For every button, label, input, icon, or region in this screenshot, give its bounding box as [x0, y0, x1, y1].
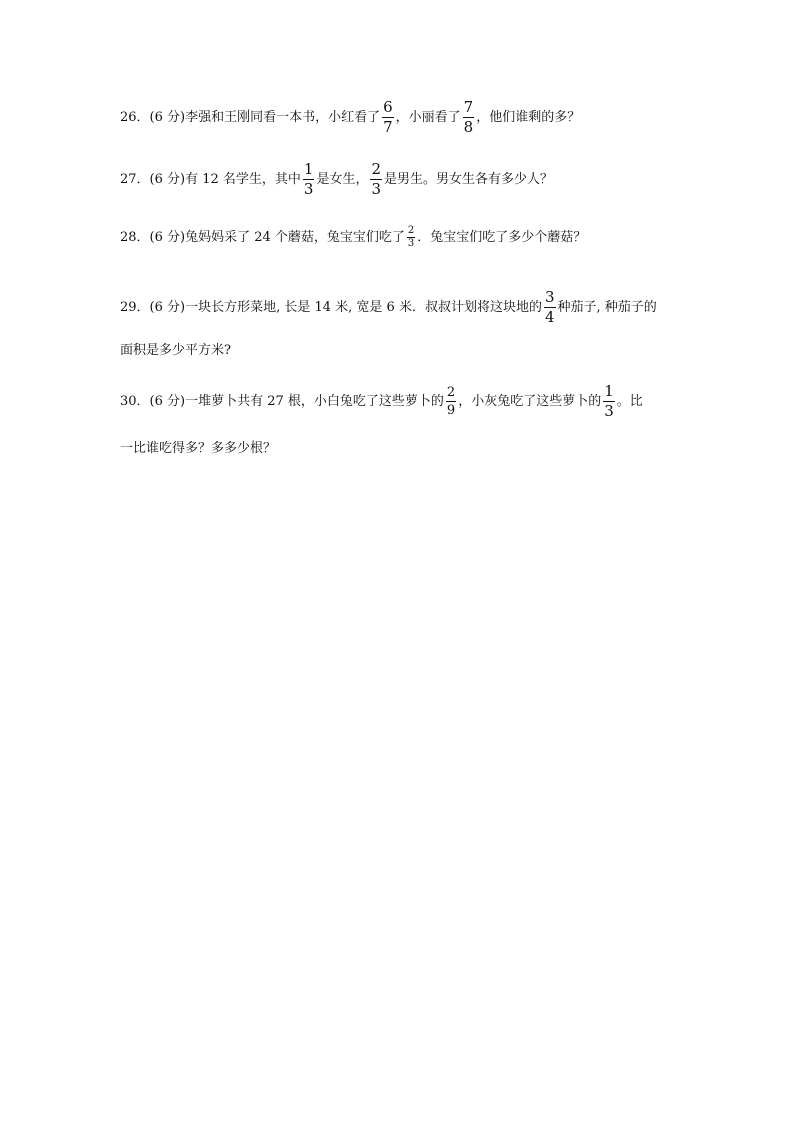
- q27-text-2: 是女生，: [316, 172, 369, 187]
- q28-fraction-1-numerator: 2: [407, 225, 415, 236]
- q26-text-1: 26．(6 分)李强和王刚同看一本书，小红看了: [120, 110, 381, 125]
- q30-text-line-2: 一比谁吃得多？多多少根？: [120, 441, 277, 456]
- q29-fraction-1-numerator: 3: [544, 288, 555, 306]
- q28-fraction-1-denominator: 3: [407, 238, 415, 249]
- q26-fraction-1-numerator: 6: [383, 98, 393, 116]
- q26-fraction-2-denominator: 8: [463, 118, 474, 136]
- q29-text-line-2: 面积是多少平方米?: [120, 343, 231, 358]
- q26-fraction-2: [463, 100, 475, 135]
- q26-fraction-1-denominator: 7: [383, 118, 393, 136]
- question-28: [120, 226, 586, 249]
- question-29: [120, 290, 657, 325]
- q26-text-3: ，他们谁剩的多？: [476, 110, 581, 125]
- q30-text-3: 。比: [616, 394, 643, 409]
- q29-fraction-1-denominator: 4: [544, 308, 555, 326]
- q30-fraction-1: [446, 386, 456, 417]
- q30-fraction-1-numerator: 2: [446, 385, 456, 400]
- q28-text-2: ．兔宝宝们吃了多少个蘑菇？: [417, 230, 587, 245]
- question-30-line-2: [120, 442, 276, 455]
- q29-text-2: 种茄子, 种茄子的: [557, 300, 657, 315]
- question-27: [120, 162, 553, 197]
- q28-text-1: 28．(6 分)兔妈妈采了 24 个蘑菇，兔宝宝们吃了: [120, 230, 405, 245]
- q27-fraction-1-numerator: 1: [303, 160, 314, 178]
- q26-fraction-2-numerator: 7: [463, 98, 474, 116]
- q27-fraction-2: [370, 162, 382, 197]
- q27-fraction-1-denominator: 3: [303, 180, 314, 198]
- question-26: [120, 100, 580, 135]
- q30-text-1: 30．(6 分)一堆萝卜共有 27 根，小白兔吃了这些萝卜的: [120, 394, 444, 409]
- q27-text-3: 是男生。男女生各有多少人？: [384, 172, 554, 187]
- question-30: [120, 384, 643, 419]
- q26-fraction-1: [382, 100, 394, 135]
- question-29-line-2: [120, 344, 231, 357]
- q27-fraction-2-numerator: 2: [371, 160, 382, 178]
- q28-fraction-1: [407, 226, 415, 249]
- q26-text-2: ，小丽看了: [395, 110, 461, 125]
- q30-fraction-1-denominator: 9: [446, 403, 456, 418]
- q30-fraction-2: [603, 384, 615, 419]
- q30-fraction-2-denominator: 3: [604, 402, 614, 420]
- q27-fraction-2-denominator: 3: [371, 180, 382, 198]
- q30-fraction-2-numerator: 1: [604, 382, 614, 400]
- q29-text-1: 29．(6 分)一块长方形菜地, 长是 14 米, 宽是 6 米．叔叔计划将这块地的: [120, 300, 542, 315]
- q29-fraction-1: [544, 290, 556, 325]
- q27-text-1: 27．(6 分)有 12 名学生，其中: [120, 172, 301, 187]
- q27-fraction-1: [303, 162, 315, 197]
- q30-text-2: ，小灰兔吃了这些萝卜的: [458, 394, 602, 409]
